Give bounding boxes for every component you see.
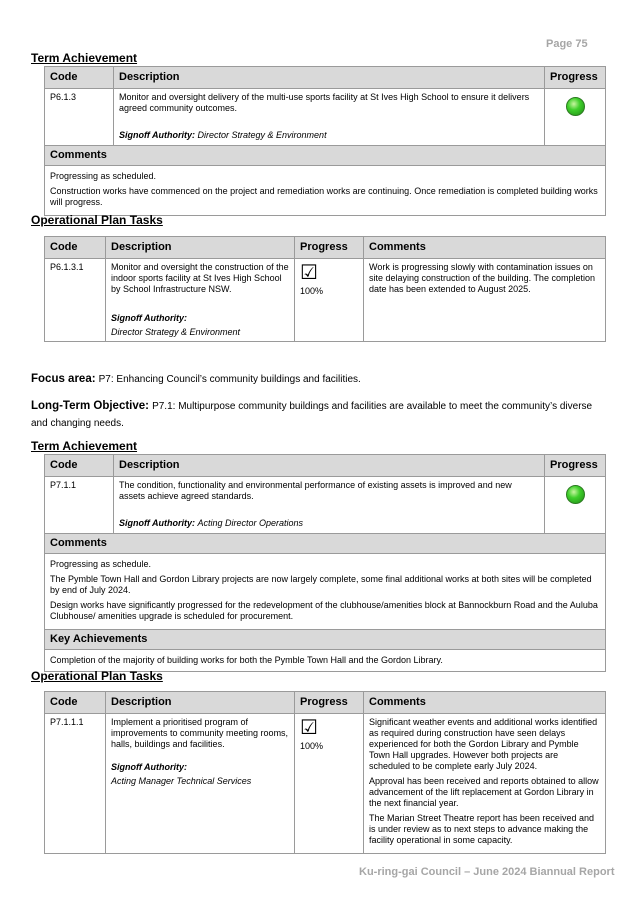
operational-plan-table-p6 [44,236,606,342]
col-description-header: Description [114,67,545,89]
col-progress-header: Progress [545,67,606,89]
signoff-value: Director Strategy & Environment [111,327,241,337]
comment-line: Design works have significantly progressed for the redevelopment of the clubhouse/amenities block at Bannockburn Road and the Auluba Clubhouse/ amenities upgrade is scheduled for procurement. [50,600,598,621]
col-code-header: Code [45,455,114,477]
objective-label: Long-Term Objective: [31,400,149,412]
col-progress-header: Progress [295,692,364,714]
objective-value: P7.1: Multipurpose community buildings and facilities are available to meet the community’s diverse and changing needs. [31,401,593,429]
term-code: P7.1.1 [45,477,114,534]
term-description [114,477,545,534]
table-row [45,259,606,342]
task-description [106,714,295,854]
signoff-label: Signoff Authority: [111,762,187,772]
page-number: Page 75 [546,38,588,50]
table-row [45,477,606,534]
focus-area [31,371,601,388]
key-achievements-cell: Completion of the majority of building works for both the Pymble Town Hall and the Gordon Library. [45,650,606,672]
comment-line: The Marian Street Theatre report has been received and is under review as to next steps to advance making the facility operational in some capacity. [369,813,594,845]
term-achievement-heading: Term Achievement [31,51,138,65]
operational-plan-table-p7 [44,691,606,854]
comment-line: Significant weather events and additional works identified as required during construction have seen delays experienced for both the Gordon Library and Pymble Town Hall upgrades. However both projects are scheduled to be complete early July 2024. [369,717,598,771]
term-achievement-heading: Term Achievement [31,439,138,453]
comment-line: The Pymble Town Hall and Gordon Library projects are now largely complete, some final additional works at both sites will be completed by end of July 2024. [50,574,592,595]
term-achievement-table-p7 [44,454,606,672]
col-code-header: Code [45,67,114,89]
progress-percent: 100% [300,741,324,751]
checkbox-tick-icon: ☑ [300,262,318,284]
comment-line: Work is progressing slowly with contamination issues on site delaying construction of the building. The completion date has been extended to August 2025. [369,262,595,294]
task-description-text: Implement a prioritised program of improvements to community meeting rooms, halls, buildings and facilities. [111,717,289,749]
task-comments [364,259,606,342]
signoff-value: Acting Director Operations [197,518,304,528]
task-code: P6.1.3.1 [45,259,106,342]
col-comments-header: Comments [364,692,606,714]
task-description [106,259,295,342]
term-code: P6.1.3 [45,89,114,146]
col-progress-header: Progress [295,237,364,259]
table-row [45,89,606,146]
col-code-header: Code [45,237,106,259]
term-description-text: Monitor and oversight delivery of the multi-use sports facility at St Ives High School to ensure it delivers agreed community outcomes. [119,92,530,113]
comments-cell [45,554,606,630]
progress-percent: 100% [300,286,324,296]
signoff-label: Signoff Authority: [111,313,187,323]
checkbox-tick-icon: ☑ [300,717,318,739]
green-status-icon [566,485,585,504]
operational-plan-heading: Operational Plan Tasks [31,669,163,683]
comments-header: Comments [45,146,606,166]
comments-header: Comments [45,534,606,554]
term-description [114,89,545,146]
col-comments-header: Comments [364,237,606,259]
signoff-value: Director Strategy & Environment [197,130,327,140]
comment-line: Progressing as schedule. [50,559,152,569]
key-achievements-header: Key Achievements [45,630,606,650]
page-footer: Ku-ring-gai Council – June 2024 Biannual Report [359,866,615,878]
term-description-text: The condition, functionality and environmental performance of existing assets is improved and new assets achieve agreed standards. [119,480,512,501]
col-description-header: Description [106,692,295,714]
long-term-objective [31,398,601,432]
focus-area-value: P7: Enhancing Council’s community buildings and facilities. [98,374,361,385]
comment-line: Progressing as scheduled. [50,171,157,181]
focus-area-label: Focus area: [31,373,96,385]
table-row [45,714,606,854]
comment-line: Approval has been received and reports obtained to allow advancement of the lift replacement at Gordon Library in the next financial year. [369,776,599,808]
signoff-value: Acting Manager Technical Services [111,776,252,786]
col-description-header: Description [114,455,545,477]
task-comments [364,714,606,854]
signoff-label: Signoff Authority: [119,518,195,528]
col-code-header: Code [45,692,106,714]
operational-plan-heading: Operational Plan Tasks [31,213,163,227]
task-description-text: Monitor and oversight the construction of the indoor sports facility at St Ives High School by School Infrastructure NSW. [111,262,289,294]
green-status-icon [566,97,585,116]
comments-cell [45,166,606,216]
signoff-label: Signoff Authority: [119,130,195,140]
col-progress-header: Progress [545,455,606,477]
task-code: P7.1.1.1 [45,714,106,854]
comment-line: Construction works have commenced on the project and remediation works are continuing. Once remediation is completed building works will progress. [50,186,598,207]
term-achievement-table-p6 [44,66,606,216]
col-description-header: Description [106,237,295,259]
